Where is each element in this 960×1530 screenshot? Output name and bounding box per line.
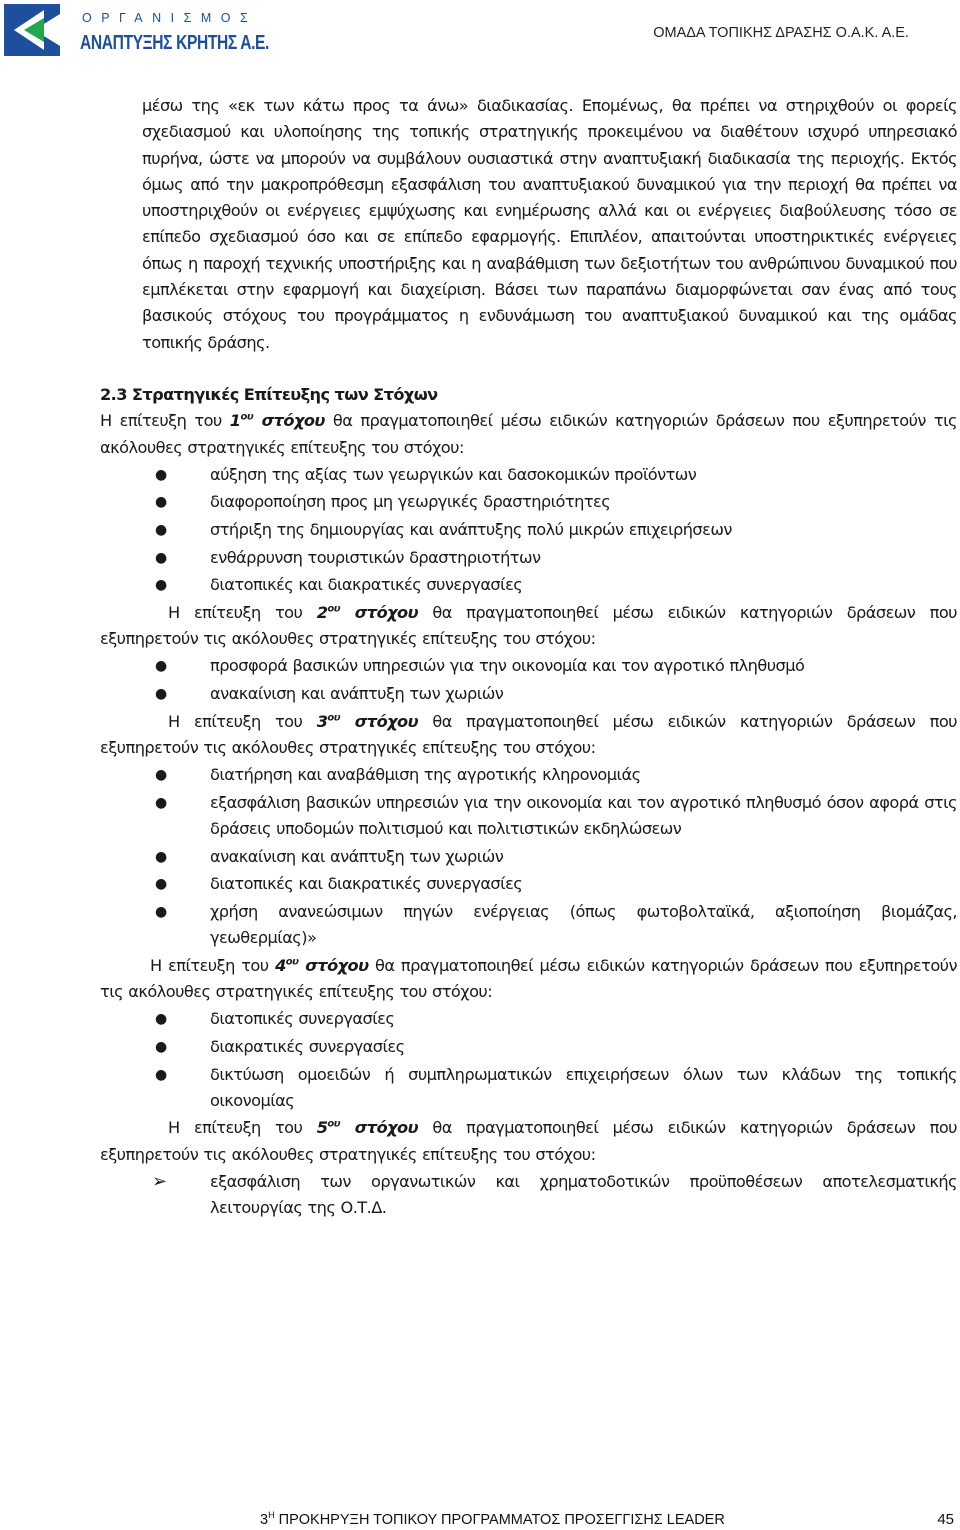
list-item-text: διαφοροποίηση προς μη γεωργικές δραστηριότητες xyxy=(210,492,611,512)
goal-number: 1 xyxy=(229,411,241,431)
goal-2-intro xyxy=(100,600,957,653)
list-item xyxy=(100,545,957,571)
bullet-icon: ● xyxy=(155,549,167,566)
list-item-text: διατοπικές και διακρατικές συνεργασίες xyxy=(210,575,523,595)
bullet-icon: ● xyxy=(155,1038,167,1055)
goal-suffix: ου xyxy=(285,956,299,968)
list-item-text: χρήση ανανεώσιμων πηγών ενέργειας (όπως φωτοβολταϊκά, αξιοποίηση βιομάζας, γεωθερμίας)» xyxy=(210,901,957,948)
list-item-text: εξασφάλιση βασικών υπηρεσιών για την οικονομία και τον αγροτικό πληθυσμό όσον αφορά στις δράσεις υποδομών πολιτισμού και πολιτιστικών εκδηλώσεων xyxy=(210,792,957,839)
goal-number: 2 xyxy=(316,602,328,622)
list-item xyxy=(100,871,957,897)
bullet-icon: ● xyxy=(155,494,167,511)
goal-rest: θα πραγματοποιηθεί μέσω ειδικών κατηγοριών δράσεων που εξυπηρετούν τις ακόλουθες στρατηγικές επίτευξης του στόχου: xyxy=(100,955,957,1002)
goal-1-intro xyxy=(100,408,957,461)
page-header xyxy=(0,0,960,62)
section-heading: 2.3 Στρατηγικές Επίτευξης των Στόχων xyxy=(100,384,438,404)
bullet-icon: ● xyxy=(155,794,167,811)
bullet-icon: ● xyxy=(155,848,167,865)
goal-word: στόχου xyxy=(305,955,369,975)
goal-lead: Η επίτευξη του xyxy=(168,711,303,731)
arrow-bullet-icon: ➢ xyxy=(152,1171,167,1193)
list-item-text: αύξηση της αξίας των γεωργικών και δασοκομικών προϊόντων xyxy=(210,464,697,484)
logo-emblem-icon xyxy=(4,4,60,56)
list-item-text: διατήρηση και αναβάθμιση της αγροτικής κληρονομιάς xyxy=(210,765,641,785)
bullet-icon: ● xyxy=(155,686,167,703)
list-item-text: διατοπικές συνεργασίες xyxy=(210,1009,395,1029)
list-item xyxy=(100,489,957,515)
goal-rest: θα πραγματοποιηθεί μέσω ειδικών κατηγοριών δράσεων που εξυπηρετούν τις ακόλουθες στρατηγικές επίτευξης του στόχου: xyxy=(100,711,957,757)
goal-rest: θα πραγματοποιηθεί μέσω ειδικών κατηγοριών δράσεων που εξυπηρετούν τις ακόλουθες στρατηγικές επίτευξης του στόχου: xyxy=(100,602,957,649)
page-footer xyxy=(0,1508,960,1530)
goal-word: στόχου xyxy=(354,1118,419,1138)
list-item xyxy=(100,899,957,952)
list-item-text: ανακαίνιση και ανάπτυξη των χωριών xyxy=(210,684,504,704)
goal-3-strategies xyxy=(100,762,957,951)
goal-3-intro xyxy=(100,709,957,762)
goal-rest: θα πραγματοποιηθεί μέσω ειδικών κατηγοριών δράσεων που εξυπηρετούν τις ακόλουθες στρατηγικές επίτευξης του στόχου: xyxy=(100,1118,957,1164)
footer-text: ΠΡΟΚΗΡΥΞΗ ΤΟΠΙΚΟΥ ΠΡΟΓΡΑΜΜΑΤΟΣ ΠΡΟΣΕΓΓΙΣΗΣ LEADER xyxy=(278,1512,725,1528)
goal-lead: Η επίτευξη του xyxy=(100,411,222,431)
bullet-icon: ● xyxy=(155,876,167,893)
organization-logo xyxy=(4,4,270,58)
goal-word: στόχου xyxy=(354,711,419,731)
list-item xyxy=(100,790,957,843)
goal-rest: θα πραγματοποιηθεί μέσω ειδικών κατηγοριών δράσεων που εξυπηρετούν τις ακόλουθες στρατηγικές επίτευξης του στόχου: xyxy=(100,411,957,457)
list-item-text: διακρατικές συνεργασίες xyxy=(210,1036,405,1056)
goal-1-strategies xyxy=(100,462,957,599)
goal-2-strategies xyxy=(100,653,957,707)
list-item-text: προσφορά βασικών υπηρεσιών για την οικονομία και τον αγροτικό πληθυσμό xyxy=(210,656,805,676)
goal-suffix: ου xyxy=(327,1119,340,1131)
list-item xyxy=(100,844,957,870)
goal-suffix: ου xyxy=(327,712,340,724)
footer-title xyxy=(260,1512,725,1528)
list-item-text: ενθάρρυνση τουριστικών δραστηριοτήτων xyxy=(210,547,541,567)
goal-lead: Η επίτευξη του xyxy=(168,1118,303,1138)
goal-lead: Η επίτευξη του xyxy=(168,602,303,622)
bullet-icon: ● xyxy=(155,522,167,539)
footer-superscript: Η xyxy=(268,1510,275,1521)
bullet-icon: ● xyxy=(155,658,167,675)
list-item xyxy=(100,681,957,707)
list-item xyxy=(100,653,957,679)
document-body xyxy=(100,93,957,1223)
header-organization-name: ΟΜΑΔΑ ΤΟΠΙΚΗΣ ΔΡΑΣΗΣ Ο.Α.Κ. Α.Ε. xyxy=(653,25,909,41)
goal-word: στόχου xyxy=(261,411,325,431)
list-item-text: εξασφάλιση των οργανωτικών και χρηματοδοτικών προϋποθέσεων αποτελεσματικής λειτουργίας της Ο.Τ.Δ. xyxy=(210,1172,957,1218)
goal-number: 3 xyxy=(316,711,328,731)
list-item xyxy=(100,1169,957,1222)
list-item xyxy=(100,762,957,788)
goal-5-intro xyxy=(100,1115,957,1168)
goal-number: 5 xyxy=(316,1118,328,1138)
bullet-icon: ● xyxy=(155,767,167,784)
bullet-icon: ● xyxy=(155,1011,167,1028)
list-item xyxy=(100,462,957,488)
bullet-icon: ● xyxy=(155,903,167,920)
goal-4-intro xyxy=(100,953,957,1006)
logo-bottom-text: ΑΝΑΠΤΥΞΗΣ ΚΡΗΤΗΣ Α.Ε. xyxy=(80,32,270,54)
continuation-paragraph: μέσω της «εκ των κάτω προς τα άνω» διαδικασίας. Επομένως, θα πρέπει να στηριχθούν οι φορείς σχεδιασμού και υλοποίησης της τοπικής στρατηγικής προκειμένου να διαθέτουν ισχυρό υπηρεσιακό πυρήνα, ώστε να μπορούν να συμβάλουν ουσιαστικά στην αναπτυξιακή διαδικασία της περιοχής. Εκτός όμως από την μακροπρόθεσμη εξασφάλιση του αναπτυξιακού δυναμικού για την περιοχή θα πρέπει να υποστηριχθούν οι ενέργειες εμψύχωσης και ενημέρωσης αλλά και οι ενέργειες διαβούλευσης τόσο σε επίπεδο σχεδιασμού όσο και σε επίπεδο εφαρμογής. Επιπλέον, απαιτούνται υποστηρικτικές ενέργειες όπως η παροχή τεχνικής υποστήριξης και η αναβάθμιση των δεξιοτήτων του ανθρώπινου δυναμικού που εμπλέκεται στην εφαρμογή και διαχείριση. Βάσει των παραπάνω διαμορφώνεται σαν ένας από τους βασικούς στόχους του προγράμματος η ενδυνάμωση του αναπτυξιακού δυναμικού και της ομάδας τοπικής δράσης. xyxy=(142,96,957,352)
footer-number: 3 xyxy=(260,1512,269,1528)
list-item xyxy=(100,517,957,543)
bullet-icon: ● xyxy=(155,577,167,594)
goal-5-strategies xyxy=(100,1169,957,1222)
goal-suffix: ου xyxy=(240,411,254,423)
list-item xyxy=(100,1006,957,1032)
list-item xyxy=(100,1062,957,1115)
page-number: 45 xyxy=(937,1511,954,1528)
bullet-icon: ● xyxy=(155,466,167,483)
list-item-text: δικτύωση ομοειδών ή συμπληρωματικών επιχειρήσεων όλων των κλάδων της τοπικής οικονομίας xyxy=(210,1064,957,1110)
list-item-text: διατοπικές και διακρατικές συνεργασίες xyxy=(210,874,523,894)
goal-4-strategies xyxy=(100,1006,957,1114)
list-item-text: στήριξη της δημιουργίας και ανάπτυξης πολύ μικρών επιχειρήσεων xyxy=(210,520,732,540)
list-item xyxy=(100,572,957,598)
goal-number: 4 xyxy=(275,955,286,975)
bullet-icon: ● xyxy=(155,1066,167,1083)
goal-word: στόχου xyxy=(354,602,419,622)
goal-lead: Η επίτευξη του xyxy=(150,955,269,975)
list-item-text: ανακαίνιση και ανάπτυξη των χωριών xyxy=(210,846,504,866)
list-item xyxy=(100,1034,957,1060)
logo-top-text: ΟΡΓΑΝΙΣΜΟΣ xyxy=(82,11,258,25)
goal-suffix: ου xyxy=(327,603,340,615)
